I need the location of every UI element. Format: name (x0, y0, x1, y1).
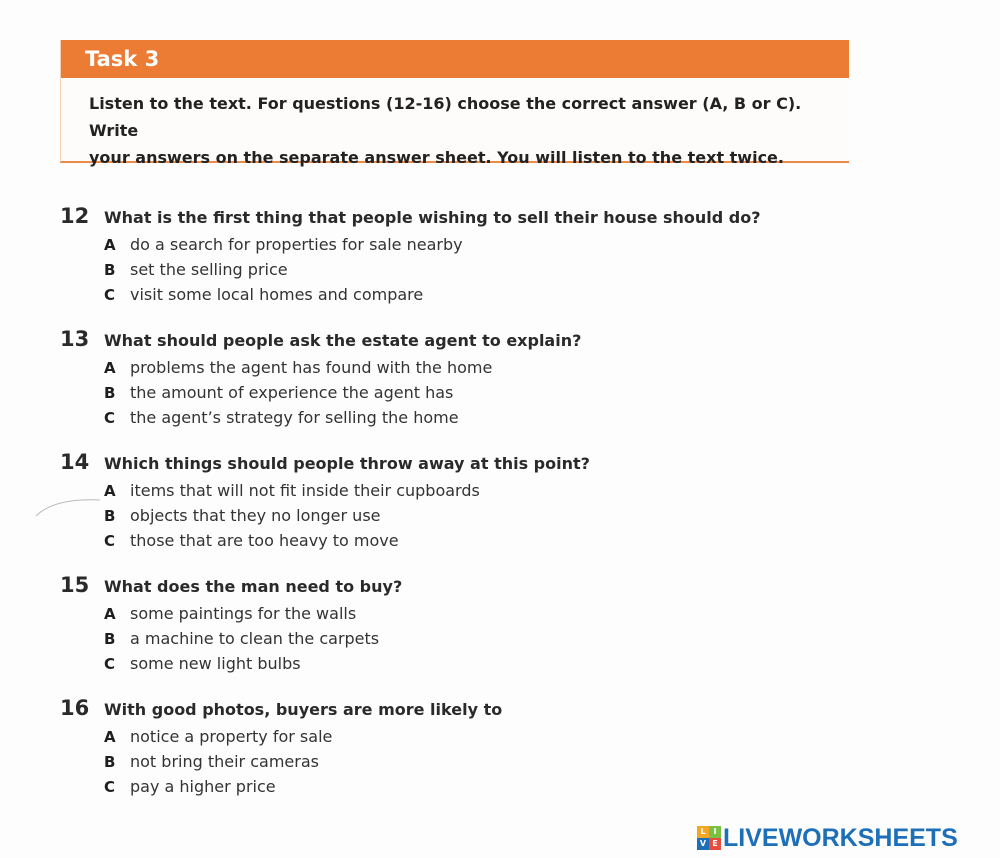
task-title: Task 3 (85, 47, 160, 71)
question-text: What is the first thing that people wishing to sell their house should do? (104, 208, 761, 227)
instructions-line-1: Listen to the text. For questions (12-16) choose the correct answer (A, B or C). Write (89, 94, 802, 140)
option-text: problems the agent has found with the home (130, 358, 493, 377)
liveworksheets-logo-icon (697, 826, 721, 850)
option-text: pay a higher price (130, 777, 276, 796)
option-b[interactable] (104, 503, 860, 528)
option-letter: B (104, 630, 116, 648)
option-letter: B (104, 384, 116, 402)
question-16 (60, 694, 860, 799)
option-b[interactable] (104, 626, 860, 651)
option-b[interactable] (104, 257, 860, 282)
question-number: 15 (60, 573, 90, 597)
option-text: visit some local homes and compare (130, 285, 424, 304)
question-number: 13 (60, 327, 90, 351)
logo-mark-cell: E (709, 838, 721, 850)
question-text: What does the man need to buy? (104, 577, 403, 596)
option-b[interactable] (104, 380, 860, 405)
pencil-mark (34, 490, 114, 520)
question-15 (60, 571, 860, 676)
question-number: 14 (60, 450, 90, 474)
option-c[interactable] (104, 774, 860, 799)
option-letter: A (104, 605, 116, 623)
option-text: not bring their cameras (130, 752, 319, 771)
task-instructions (89, 90, 839, 171)
option-c[interactable] (104, 528, 860, 553)
option-a[interactable] (104, 724, 860, 749)
option-text: the agent’s strategy for selling the home (130, 408, 459, 427)
question-text: Which things should people throw away at this point? (104, 454, 590, 473)
option-text: notice a property for sale (130, 727, 333, 746)
option-a[interactable] (104, 232, 860, 257)
option-letter: C (104, 286, 116, 304)
option-letter: C (104, 409, 116, 427)
option-letter: C (104, 655, 116, 673)
option-list (104, 232, 860, 307)
option-b[interactable] (104, 749, 860, 774)
option-letter: B (104, 753, 116, 771)
option-text: those that are too heavy to move (130, 531, 399, 550)
option-letter: A (104, 359, 116, 377)
question-number: 16 (60, 696, 90, 720)
option-c[interactable] (104, 651, 860, 676)
logo-mark-cell: I (709, 826, 721, 838)
option-text: set the selling price (130, 260, 288, 279)
task-header-bar (61, 40, 849, 78)
question-number: 12 (60, 204, 90, 228)
option-list (104, 478, 860, 553)
option-text: items that will not fit inside their cupboards (130, 481, 480, 500)
instructions-line-2: your answers on the separate answer sheet. You will listen to the text twice. (89, 148, 784, 167)
option-a[interactable] (104, 478, 860, 503)
option-text: do a search for properties for sale nearby (130, 235, 463, 254)
option-letter: A (104, 482, 116, 500)
option-letter: A (104, 728, 116, 746)
option-text: the amount of experience the agent has (130, 383, 454, 402)
option-a[interactable] (104, 601, 860, 626)
option-text: some new light bulbs (130, 654, 301, 673)
logo-mark-cell: L (697, 826, 709, 838)
option-list (104, 724, 860, 799)
task-instructions-box (60, 40, 849, 167)
logo-mark-cell: V (697, 838, 709, 850)
question-14 (60, 448, 860, 553)
option-text: some paintings for the walls (130, 604, 357, 623)
liveworksheets-wordmark: LIVEWORKSHEETS (723, 823, 958, 852)
question-12 (60, 202, 860, 307)
option-letter: C (104, 532, 116, 550)
option-list (104, 355, 860, 430)
question-text: What should people ask the estate agent to explain? (104, 331, 582, 350)
option-c[interactable] (104, 405, 860, 430)
option-letter: C (104, 778, 116, 796)
question-13 (60, 325, 860, 430)
question-text: With good photos, buyers are more likely to (104, 700, 503, 719)
option-letter: B (104, 507, 116, 525)
option-letter: B (104, 261, 116, 279)
option-text: a machine to clean the carpets (130, 629, 380, 648)
option-text: objects that they no longer use (130, 506, 381, 525)
option-a[interactable] (104, 355, 860, 380)
option-list (104, 601, 860, 676)
liveworksheets-logo (697, 820, 958, 856)
option-letter: A (104, 236, 116, 254)
option-c[interactable] (104, 282, 860, 307)
